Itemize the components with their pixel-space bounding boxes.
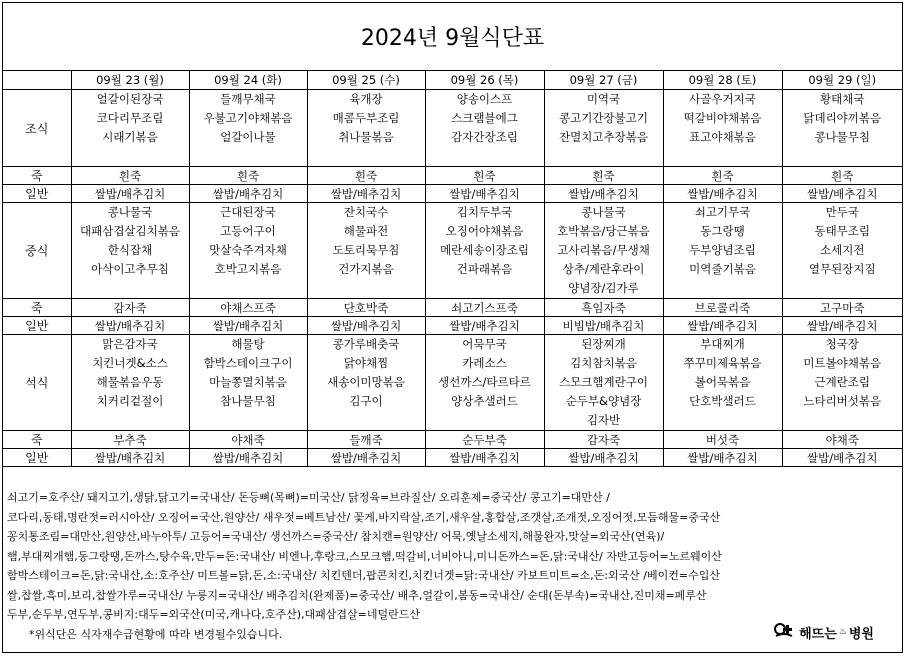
menu-item: 미역국 <box>586 92 621 106</box>
menu-cell: 쌀밥/배추김치 <box>307 317 425 335</box>
menu-item: 콩나물무침 <box>814 130 871 144</box>
menu-cell <box>663 203 782 299</box>
menu-item: 동태무조림 <box>814 224 871 238</box>
menu-item: 대패삼겹살김치볶음 <box>80 224 180 238</box>
date-header: 09월 25 (수) <box>307 71 425 90</box>
menu-cell: 쌀밥/배추김치 <box>663 449 782 467</box>
menu-item: 단호박샐러드 <box>689 394 756 408</box>
menu-cell: 흰죽 <box>307 167 425 185</box>
row-label: 석식 <box>3 335 71 431</box>
menu-item: 오징어야채볶음 <box>445 224 524 238</box>
menu-cell: 감자죽 <box>71 299 189 317</box>
menu-item: 김치두부국 <box>456 205 513 219</box>
menu-item: 맑은감자국 <box>102 337 158 351</box>
menu-item: 마늘쫑멸치볶음 <box>209 375 287 389</box>
menu-cell <box>307 203 425 299</box>
menu-cell: 쌀밥/배추김치 <box>307 185 425 203</box>
menu-cell <box>544 335 663 431</box>
menu-item: 메란세송이장조림 <box>440 243 529 257</box>
menu-item: 매콤두부조림 <box>332 111 400 125</box>
menu-item: 스모크햄계란구이 <box>559 375 648 389</box>
porridge-row-breakfast <box>3 167 902 185</box>
menu-item: 순두부&양념장 <box>565 394 642 408</box>
menu-item: 볼어묵볶음 <box>694 375 751 389</box>
menu-item: 미역줄기볶음 <box>689 262 756 276</box>
menu-cell: 쌀밥/배추김치 <box>71 185 189 203</box>
menu-cell: 쌀밥/배추김치 <box>71 317 189 335</box>
menu-item: 해물탕 <box>231 337 265 351</box>
menu-item: 건파래볶음 <box>456 262 513 276</box>
menu-cell: 쌀밥/배추김치 <box>544 449 663 467</box>
menu-cell: 버섯죽 <box>663 431 782 449</box>
menu-cell: 쌀밥/배추김치 <box>544 185 663 203</box>
menu-cell: 감자죽 <box>544 431 663 449</box>
menu-item: 만두국 <box>825 205 859 219</box>
menu-item: 호박볶음/당근볶음 <box>557 224 650 238</box>
menu-item: 해물파전 <box>343 224 389 238</box>
menu-item: 함박스테이크구이 <box>203 356 293 370</box>
menu-item: 김자반 <box>586 413 621 427</box>
menu-cell: 쌀밥/배추김치 <box>663 317 782 335</box>
menu-item: 사골우거지국 <box>689 92 756 106</box>
menu-item: 열무된장지짐 <box>808 262 876 276</box>
page-title: 2024년 9월식단표 <box>3 3 902 71</box>
menu-cell: 쌀밥/배추김치 <box>189 449 307 467</box>
row-label: 죽 <box>3 431 71 449</box>
menu-cell: 야채죽 <box>189 431 307 449</box>
menu-item: 근대된장국 <box>220 205 276 219</box>
menu-item: 고등어구이 <box>220 224 276 238</box>
menu-cell <box>425 335 544 431</box>
menu-cell: 흰죽 <box>71 167 189 185</box>
menu-cell: 순두부죽 <box>425 431 544 449</box>
menu-cell <box>782 203 902 299</box>
menu-item: 떡갈비야채볶음 <box>683 111 762 125</box>
menu-item: 양송이스프 <box>456 92 513 106</box>
footnote: *위식단은 식자재수급현황에 따라 변경될수있습니다. <box>29 627 283 641</box>
date-header: 09월 24 (화) <box>189 71 307 90</box>
menu-item: 아삭이고추무침 <box>91 262 169 276</box>
menu-cell <box>663 90 782 167</box>
menu-item: 우불고기야채볶음 <box>203 111 293 125</box>
date-header: 09월 28 (토) <box>663 71 782 90</box>
porridge-row-dinner <box>3 431 902 449</box>
menu-cell <box>663 335 782 431</box>
menu-item: 쇠고기무국 <box>694 205 751 219</box>
menu-cell <box>425 203 544 299</box>
origin-note-line: 함박스테이크=돈,닭:국내산,소:호주산/ 미트볼=닭,돈,소:국내산/ 치킨텐더,팝콘치킨,치킨너겟=닭:국내산/ 카보트미트=소,돈:외국산 /베이컨=수입산 <box>7 569 720 582</box>
menu-item: 들깨무채국 <box>220 92 276 106</box>
row-label: 일반 <box>3 317 71 335</box>
origin-note-line: 두부,순두부,연두부,콩비지:대두=외국산(미국,캐나다,호주산),대패삼겹살=네덜란드산 <box>7 608 420 621</box>
menu-cell: 들깨죽 <box>307 431 425 449</box>
menu-item: 근계란조림 <box>814 375 871 389</box>
menu-item: 콩나물국 <box>107 205 153 219</box>
menu-cell: 흰죽 <box>425 167 544 185</box>
menu-item: 콩나물국 <box>581 205 626 219</box>
menu-cell: 쌀밥/배추김치 <box>782 449 902 467</box>
date-header: 09월 26 (목) <box>425 71 544 90</box>
menu-item: 스크램블에그 <box>451 111 518 125</box>
corner-cell <box>3 71 71 90</box>
menu-item: 양상추샐러드 <box>451 394 518 408</box>
hospital-logo <box>773 622 874 642</box>
origin-note-line: 쇠고기=호주산/ 돼지고기,생닭,닭고기=국내산/ 돈등뼈(목뼈)=미국산/ 닭정육=브라질산/ 오리훈제=중국산/ 콩고기=대만산 / <box>7 491 610 504</box>
menu-cell <box>71 203 189 299</box>
menu-item: 김구이 <box>349 394 383 408</box>
regular-row-lunch <box>3 317 902 335</box>
menu-cell: 흑임자죽 <box>544 299 663 317</box>
menu-item: 건가지볶음 <box>338 262 394 276</box>
menu-item: 상추/계란후라이 <box>562 262 645 276</box>
menu-item: 얼갈이나물 <box>220 130 276 144</box>
row-label: 죽 <box>3 299 71 317</box>
menu-cell: 부추죽 <box>71 431 189 449</box>
meal-table <box>3 70 902 467</box>
menu-item: 치커리겉절이 <box>96 394 164 408</box>
menu-cell: 흰죽 <box>782 167 902 185</box>
logo-symbol: ♨ <box>838 627 847 637</box>
menu-item: 시래기볶음 <box>102 130 158 144</box>
menu-item: 잔치국수 <box>343 205 389 219</box>
menu-item: 동그랑땡 <box>700 224 745 238</box>
row-label: 일반 <box>3 185 71 203</box>
logo-text: 해뜨는 <box>799 626 837 642</box>
menu-item: 된장찌개 <box>581 337 626 351</box>
menu-item: 닭야채찜 <box>343 356 389 370</box>
menu-cell <box>307 90 425 167</box>
menu-cell <box>782 90 902 167</box>
menu-item: 청국장 <box>825 337 859 351</box>
row-label: 중식 <box>3 203 71 299</box>
menu-cell: 단호박죽 <box>307 299 425 317</box>
date-header: 09월 29 (일) <box>782 71 902 90</box>
menu-item: 도토리묵무침 <box>332 243 400 257</box>
regular-row-breakfast <box>3 185 902 203</box>
menu-cell: 흰죽 <box>544 167 663 185</box>
menu-cell <box>307 335 425 431</box>
menu-cell <box>425 90 544 167</box>
menu-item: 콩가루배춧국 <box>332 337 400 351</box>
date-header: 09월 23 (월) <box>71 71 189 90</box>
menu-item: 취나물볶음 <box>338 130 394 144</box>
date-header: 09월 27 (금) <box>544 71 663 90</box>
meal-row-dinner <box>3 335 902 431</box>
menu-cell <box>71 335 189 431</box>
menu-cell: 쌀밥/배추김치 <box>782 185 902 203</box>
menu-item: 맛살숙주겨자채 <box>209 243 287 257</box>
meal-row-breakfast <box>3 90 902 167</box>
row-label: 일반 <box>3 449 71 467</box>
menu-item: 양념장/김가루 <box>568 281 639 295</box>
menu-cell: 야채죽 <box>782 431 902 449</box>
menu-item: 두부양념조림 <box>689 243 756 257</box>
origin-note-line: 햄,부대찌개햄,동그랑땡,돈까스,탕수육,만두=돈:국내산/ 비엔나,후랑크,스모크햄,떡갈비,너비아니,미니돈까스=돈,닭:국내산/ 자반고등어=노르웨이산 <box>7 549 722 563</box>
menu-item: 닭데리야끼볶음 <box>803 111 882 125</box>
menu-item: 미트볼야채볶음 <box>803 356 882 370</box>
logo-text-2: 병원 <box>848 626 874 642</box>
menu-cell: 쌀밥/배추김치 <box>189 185 307 203</box>
menu-cell: 브로콜리죽 <box>663 299 782 317</box>
menu-item: 콩고기간장불고기 <box>559 111 648 125</box>
menu-item: 얼갈이된장국 <box>96 92 164 106</box>
menu-cell: 쌀밥/배추김치 <box>189 317 307 335</box>
menu-item: 고사리볶음/무생채 <box>557 243 650 257</box>
menu-item: 해물볶음우동 <box>96 375 164 389</box>
menu-cell: 비빔밥/배추김치 <box>544 317 663 335</box>
origin-notes <box>3 488 902 644</box>
menu-cell: 쌀밥/배추김치 <box>425 185 544 203</box>
menu-item: 잔멸치고추장볶음 <box>559 130 648 144</box>
menu-cell: 쌀밥/배추김치 <box>425 449 544 467</box>
menu-cell <box>71 90 189 167</box>
menu-item: 황태채국 <box>820 92 865 106</box>
menu-cell: 쌀밥/배추김치 <box>307 449 425 467</box>
menu-cell: 쌀밥/배추김치 <box>782 317 902 335</box>
menu-item: 한식잡채 <box>107 243 153 257</box>
menu-sheet <box>2 2 903 653</box>
menu-item: 표고야채볶음 <box>689 130 756 144</box>
menu-cell <box>189 203 307 299</box>
menu-cell: 쌀밥/배추김치 <box>71 449 189 467</box>
row-label: 조식 <box>3 90 71 167</box>
meal-row-lunch <box>3 203 902 299</box>
date-header-row <box>3 71 902 90</box>
menu-cell <box>189 335 307 431</box>
menu-cell: 고구마죽 <box>782 299 902 317</box>
origin-note-line: 꽁치통조림=대만산,원양산,바누아투/ 고등어=국내산/ 생선까스=중국산/ 참치캔=원양산/ 어묵,옛날소세지,해물완자,맛살=외국산(연육)/ <box>7 530 665 543</box>
menu-item: 생선까스/타르타르 <box>438 375 531 389</box>
menu-cell <box>782 335 902 431</box>
menu-item: 감자간장조림 <box>451 130 518 144</box>
menu-item: 김치참치볶음 <box>570 356 637 370</box>
menu-item: 부대찌개 <box>700 337 745 351</box>
menu-cell <box>189 90 307 167</box>
origin-note-line: 쌀,찹쌀,흑미,보리,찹쌀가루=국내산/ 누룽지=국내산/ 배추김치(완제품)=중국산/ 배추,얼갈이,봄동=국내산/ 순대(돈부속)=국내산,진미채=페루산 <box>7 588 707 602</box>
menu-cell: 흰죽 <box>189 167 307 185</box>
menu-cell: 흰죽 <box>663 167 782 185</box>
menu-cell: 쌀밥/배추김치 <box>425 317 544 335</box>
menu-item: 느타리버섯볶음 <box>803 394 882 408</box>
menu-item: 카레소스 <box>462 356 507 370</box>
menu-item: 소세지전 <box>820 243 865 257</box>
menu-item: 육개장 <box>349 92 383 106</box>
menu-item: 새송이미망볶음 <box>327 375 405 389</box>
hospital-mark-icon <box>773 622 795 642</box>
menu-cell <box>544 90 663 167</box>
menu-item: 참나물무침 <box>220 394 276 408</box>
row-label: 죽 <box>3 167 71 185</box>
menu-cell <box>544 203 663 299</box>
menu-item: 치킨너겟&소스 <box>92 356 168 370</box>
regular-row-dinner <box>3 449 902 467</box>
menu-cell: 쌀밥/배추김치 <box>663 185 782 203</box>
menu-cell: 쇠고기스프죽 <box>425 299 544 317</box>
porridge-row-lunch <box>3 299 902 317</box>
origin-note-line: 코다리,동태,명란젓=러시아산/ 오징어=국산,원양산/ 새우젓=베트남산/ 꽃게,바지락살,조기,새우살,홍합살,조갯살,조개젓,오징어젓,모듬해물=중국산 <box>7 510 721 524</box>
menu-item: 어묵무국 <box>462 337 507 351</box>
menu-item: 호박고지볶음 <box>214 262 282 276</box>
menu-item: 코다리무조림 <box>96 111 164 125</box>
menu-item: 쭈꾸미제육볶음 <box>683 356 762 370</box>
menu-cell: 야채스프죽 <box>189 299 307 317</box>
